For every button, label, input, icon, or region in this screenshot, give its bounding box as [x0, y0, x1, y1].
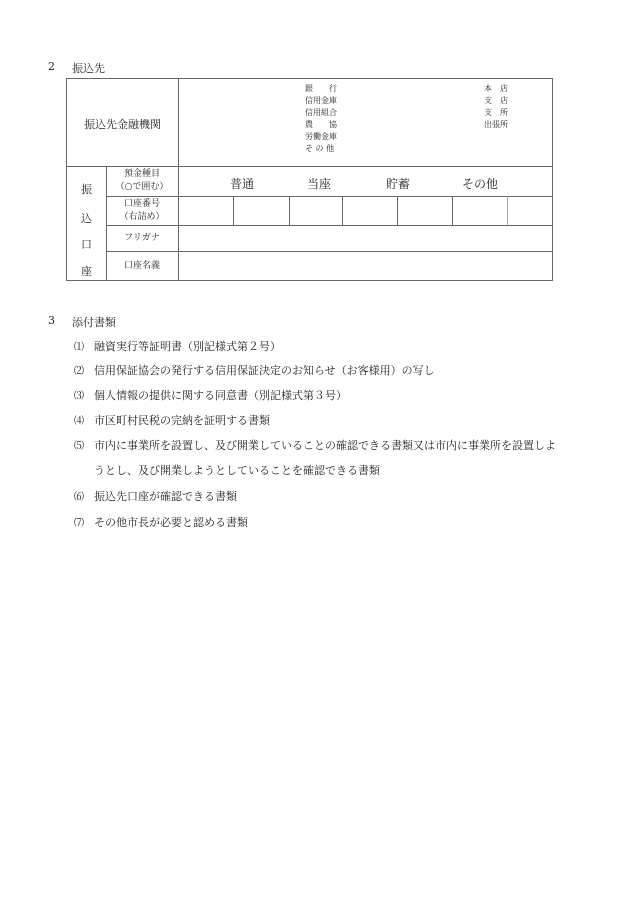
bank-type-item: そ の 他 [305, 144, 335, 153]
attachment-item-number: ⑶ [74, 391, 84, 402]
bank-name-field[interactable] [179, 79, 553, 165]
bank-type-item: 農 協 [305, 120, 337, 129]
attachment-item-text: 融資実行等証明書（別記様式第２号） [94, 340, 281, 353]
account-group-label-2: 込 [81, 212, 92, 225]
section-2-title: 振込先 [72, 62, 105, 75]
deposit-type-checking[interactable]: 当座 [306, 177, 331, 191]
attachment-item-number: ⑺ [74, 518, 84, 529]
bank-label: 振込先金融機関 [84, 118, 161, 131]
attachment-item-number: ⑹ [74, 492, 84, 503]
attachment-item-text: 信用保証協会の発行する信用保証決定のお知らせ（お客様用）の写し [94, 364, 435, 377]
section-3-title: 添付書類 [72, 316, 116, 329]
attachment-item-text: 振込先口座が確認できる書類 [94, 490, 237, 503]
section-2-number: 2 [48, 60, 55, 73]
deposit-type-label-line1: 預金種目 [123, 169, 160, 179]
attachment-item [74, 362, 435, 378]
attachment-item [74, 338, 281, 354]
branch-type-item: 支 所 [484, 108, 508, 117]
bank-type-item: 銀 行 [305, 84, 337, 93]
account-name-field[interactable] [179, 252, 553, 280]
branch-type-item: 出張所 [484, 120, 508, 129]
account-number-field[interactable] [179, 197, 553, 225]
attachment-item-number: ⑴ [74, 342, 84, 353]
row-divider [66, 166, 553, 167]
bank-type-item: 信用組合 [305, 108, 337, 117]
account-group-label-3: 口 [81, 238, 92, 251]
account-number-label-line1: 口座番号 [123, 199, 160, 209]
attachment-item-number: ⑵ [74, 366, 84, 377]
attachment-item [74, 412, 270, 428]
account-number-label-line2: （右詰め） [119, 212, 165, 222]
account-group-label-1: 振 [81, 183, 92, 196]
account-group-label-4: 座 [81, 265, 92, 278]
attachment-item [74, 514, 248, 530]
attachment-item-continuation: うとし、及び開業しようとしていることを確認できる書類 [94, 464, 380, 477]
attachment-item-text: 市内に事業所を設置し、及び開業していることの確認できる書類又は市内に事業所を設置しよ [94, 439, 556, 452]
transfer-destination-table [66, 78, 553, 281]
bank-type-item: 信用金庫 [305, 96, 337, 105]
account-number-label [106, 198, 178, 224]
attachment-item-number: ⑷ [74, 416, 84, 427]
deposit-type-savings[interactable]: 貯蓄 [385, 177, 410, 191]
deposit-type-other[interactable]: その他 [461, 177, 498, 191]
attachment-item-number: ⑸ [74, 441, 84, 452]
attachment-item-text: 個人情報の提供に関する同意書（別記様式第３号） [94, 389, 347, 402]
branch-type-item: 支 店 [484, 96, 508, 105]
deposit-type-label-line2: （○で囲む） [115, 182, 169, 192]
furigana-label: フリガナ [124, 233, 160, 243]
deposit-type-ordinary[interactable]: 普通 [229, 177, 254, 191]
branch-type-item: 本 店 [484, 84, 508, 93]
deposit-type-label [106, 168, 178, 194]
furigana-field[interactable] [179, 226, 553, 251]
section-3-number: 3 [48, 314, 55, 327]
attachment-item-text: 市区町村民税の完納を証明する書類 [94, 414, 270, 427]
account-name-label: 口座名義 [123, 261, 160, 271]
attachment-item [74, 387, 347, 403]
attachment-item [74, 437, 556, 453]
bank-type-item: 労働金庫 [305, 132, 337, 141]
attachment-item [74, 488, 237, 504]
attachment-item-text: その他市長が必要と認める書類 [94, 516, 248, 529]
